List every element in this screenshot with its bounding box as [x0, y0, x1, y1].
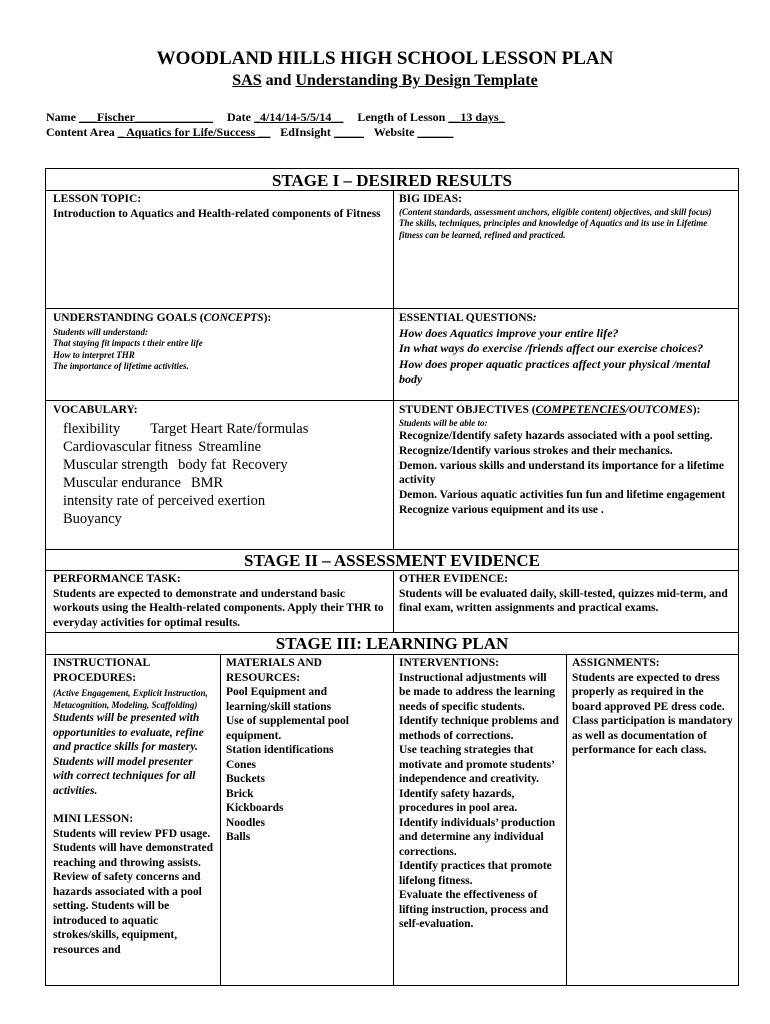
- date-label: Date: [227, 110, 251, 124]
- big-ideas-note: (Content standards, assessment anchors, eligible content) objectives, and skill focus): [399, 206, 712, 217]
- performance-task-label: PERFORMANCE TASK:: [53, 573, 181, 585]
- stage2-top-divider: [45, 549, 739, 550]
- other-evidence-cell: [399, 572, 729, 616]
- materials-item: Buckets: [226, 773, 265, 785]
- materials-item: Pool Equipment and learning/skill stations: [226, 686, 332, 713]
- edinsight-label: EdInsight: [280, 125, 331, 139]
- essential-questions-label: [399, 311, 733, 326]
- content-area-label: Content Area: [46, 125, 115, 139]
- objectives-label-c: /OUTCOMES: [625, 404, 693, 416]
- content-area-value: _ Aquatics for Life/Success __: [117, 125, 271, 139]
- other-evidence-label: OTHER EVIDENCE:: [399, 573, 508, 585]
- understanding-line: How to interpret THR: [53, 349, 135, 360]
- mini-lesson-text: Students will review PFD usage. Students will have demonstrated reaching and throwing assists. Review of safety concerns and hazards associated with a pool setting. Students will be introduced to aquatic strokes/skills, equipment, resources and: [53, 827, 214, 956]
- assignments-label: ASSIGNMENTS:: [572, 657, 660, 669]
- stage3-col-divider-2: [393, 654, 394, 986]
- row-divider-2: [45, 400, 739, 401]
- lesson-topic-cell: [53, 192, 385, 221]
- instructional-procedures-cell: [53, 656, 215, 957]
- assignments-text: Students are expected to dress properly as required in the board approved PE dress code. Class participation is mandatory as well as documentation of performance for each class.: [572, 671, 733, 756]
- vocab-term: flexibility: [63, 420, 121, 437]
- date-value: _4/14/14-5/5/14__: [254, 110, 344, 124]
- objective-item: Recognize/Identify safety hazards associated with a pool setting.: [399, 430, 713, 442]
- instructional-note: (Active Engagement, Explicit Instruction, Metacognition, Modeling, Scaffolding): [53, 688, 208, 710]
- understanding-goals-cell: [53, 311, 385, 373]
- vocabulary-label: VOCABULARY:: [53, 404, 138, 416]
- document-title: WOODLAND HILLS HIGH SCHOOL LESSON PLAN: [156, 48, 614, 69]
- understanding-label-a: UNDERSTANDING GOALS (: [53, 312, 204, 324]
- vocab-term: body fat: [178, 456, 227, 473]
- objectives-note: Students will be able to:: [399, 417, 488, 428]
- vocab-term: intensity rate of perceived exertion: [63, 492, 266, 509]
- understanding-line: Students will understand:: [53, 326, 149, 337]
- objective-item: Recognize/Identify various strokes and their mechanics.: [399, 444, 673, 457]
- subtitle-sas: SAS: [232, 72, 262, 89]
- understanding-label-b: CONCEPTS: [203, 312, 264, 324]
- interventions-item: Identify safety hazards, procedures in pool area.: [399, 787, 518, 814]
- interventions-item: Evaluate the effectiveness of lifting instruction, process and self-evaluation.: [399, 889, 549, 930]
- vocab-term: Target Heart Rate/formulas: [150, 420, 309, 437]
- essential-question: How does Aquatics improve your entire life?: [399, 325, 619, 340]
- instructional-model: Students will model presenter with correct techniques for all activities.: [53, 755, 196, 797]
- name-label: Name: [46, 110, 76, 124]
- essential-question: In what ways do exercise /friends affect our exercise choices?: [399, 341, 704, 355]
- essential-question: How does proper aquatic practices affect your physical /mental body: [399, 356, 711, 386]
- interventions-item: Identify individuals’ production and determine any individual corrections.: [399, 816, 556, 858]
- vocab-term: Buoyancy: [63, 510, 122, 527]
- stage3-col-divider-1: [220, 654, 221, 986]
- materials-item: Brick: [226, 787, 254, 800]
- stage1-col-divider: [393, 190, 394, 549]
- objective-item: Demon. various skills and understand its importance for a lifetime activity: [399, 459, 724, 487]
- website-value: ______: [417, 125, 454, 139]
- instructional-presented: Students will be presented with opportunities to evaluate, refine and practice skills for mastery.: [53, 712, 204, 753]
- objectives-label-d: ):: [692, 404, 701, 416]
- lesson-topic-label: LESSON TOPIC:: [53, 193, 142, 205]
- interventions-item: Identify technique problems and methods of corrections.: [399, 715, 559, 742]
- subtitle-ubd: Understanding By Design Template: [295, 72, 538, 89]
- vocab-term: Recovery: [232, 456, 288, 473]
- objectives-label-b: COMPETENCIES: [535, 404, 626, 416]
- lesson-topic-text: Introduction to Aquatics and Health-related components of Fitness: [53, 207, 381, 220]
- essential-colon: :: [532, 312, 537, 324]
- understanding-line: That staying fit impacts t their entire life: [53, 338, 203, 348]
- stage1-title: STAGE I – DESIRED RESULTS: [272, 171, 512, 190]
- vocab-term: Cardiovascular fitness: [63, 438, 193, 455]
- materials-label: MATERIALS AND RESOURCES:: [226, 657, 322, 684]
- student-objectives-label: [399, 403, 733, 418]
- objectives-label-a: STUDENT OBJECTIVES (: [399, 404, 536, 416]
- stage3-title: STAGE III: LEARNING PLAN: [275, 634, 509, 653]
- vocab-term: Muscular endurance: [63, 474, 181, 491]
- stage3-top-divider: [45, 632, 739, 633]
- name-value: ___Fischer_____________: [79, 110, 213, 124]
- assignments-cell: [572, 656, 734, 758]
- stage3-divider: [45, 654, 739, 655]
- other-evidence-text: Students will be evaluated daily, skill-tested, quizzes mid-term, and final exam, written assignments and practical exams.: [399, 587, 728, 614]
- row-divider-1: [45, 308, 739, 309]
- website-label: Website: [373, 125, 415, 139]
- interventions-label: INTERVENTIONS:: [399, 657, 499, 669]
- materials-cell: [226, 656, 388, 845]
- vocab-term: Muscular strength: [63, 456, 169, 473]
- mini-lesson-label: MINI LESSON:: [53, 813, 134, 825]
- materials-item: Kickboards: [226, 802, 284, 814]
- understanding-line: The importance of lifetime activities.: [53, 361, 189, 371]
- length-value: __13 days_: [448, 110, 505, 124]
- interventions-cell: [399, 656, 559, 932]
- meta-line-2: [46, 125, 453, 140]
- edinsight-value: _____: [333, 125, 364, 139]
- materials-item: Balls: [226, 831, 251, 843]
- interventions-item: Use teaching strategies that motivate and promote students’ independence and creativity.: [399, 744, 555, 785]
- student-objectives-cell: [399, 403, 733, 518]
- performance-task-text: Students are expected to demonstrate and understand basic workouts using the Health-related components. Apply their THR to everyday activities for optimal results.: [53, 587, 384, 629]
- understanding-label-c: ):: [263, 312, 272, 324]
- big-ideas-text: The skills, techniques, principles and knowledge of Aquatics and its use in Lifetime fitness can be learned, refined and practiced.: [399, 218, 708, 240]
- vocabulary-cell: [53, 403, 385, 528]
- materials-item: Noodles: [226, 816, 265, 829]
- big-ideas-cell: [399, 192, 731, 241]
- vocab-term: BMR: [190, 474, 224, 491]
- materials-item: Cones: [226, 758, 257, 771]
- stage2-col-divider: [393, 570, 394, 632]
- essential-label: ESSENTIAL QUESTIONS: [399, 312, 533, 324]
- performance-task-cell: [53, 572, 387, 630]
- instructional-procedures-label: INSTRUCTIONAL PROCEDURES:: [53, 657, 150, 684]
- big-ideas-label: BIG IDEAS:: [399, 193, 462, 205]
- materials-item: Use of supplemental pool equipment.: [226, 715, 349, 742]
- objective-item: Recognize various equipment and its use .: [399, 503, 604, 516]
- subtitle-and: and: [261, 72, 296, 89]
- vocab-term: Streamline: [198, 438, 262, 455]
- length-label: Length of Lesson: [357, 110, 446, 124]
- stage3-col-divider-3: [566, 654, 567, 986]
- materials-item: Station identifications: [226, 744, 334, 756]
- interventions-item: Identify practices that promote lifelong fitness.: [399, 860, 552, 887]
- stage2-title: STAGE II – ASSESSMENT EVIDENCE: [243, 551, 541, 570]
- essential-questions-cell: [399, 311, 733, 388]
- understanding-goals-label: [53, 311, 385, 326]
- interventions-item: Instructional adjustments will be made to address the learning needs of specific students.: [399, 671, 555, 713]
- objective-item: Demon. Various aquatic activities fun fun and lifetime engagement: [399, 489, 726, 502]
- meta-line-1: [46, 110, 505, 125]
- document-subtitle: [0, 72, 770, 90]
